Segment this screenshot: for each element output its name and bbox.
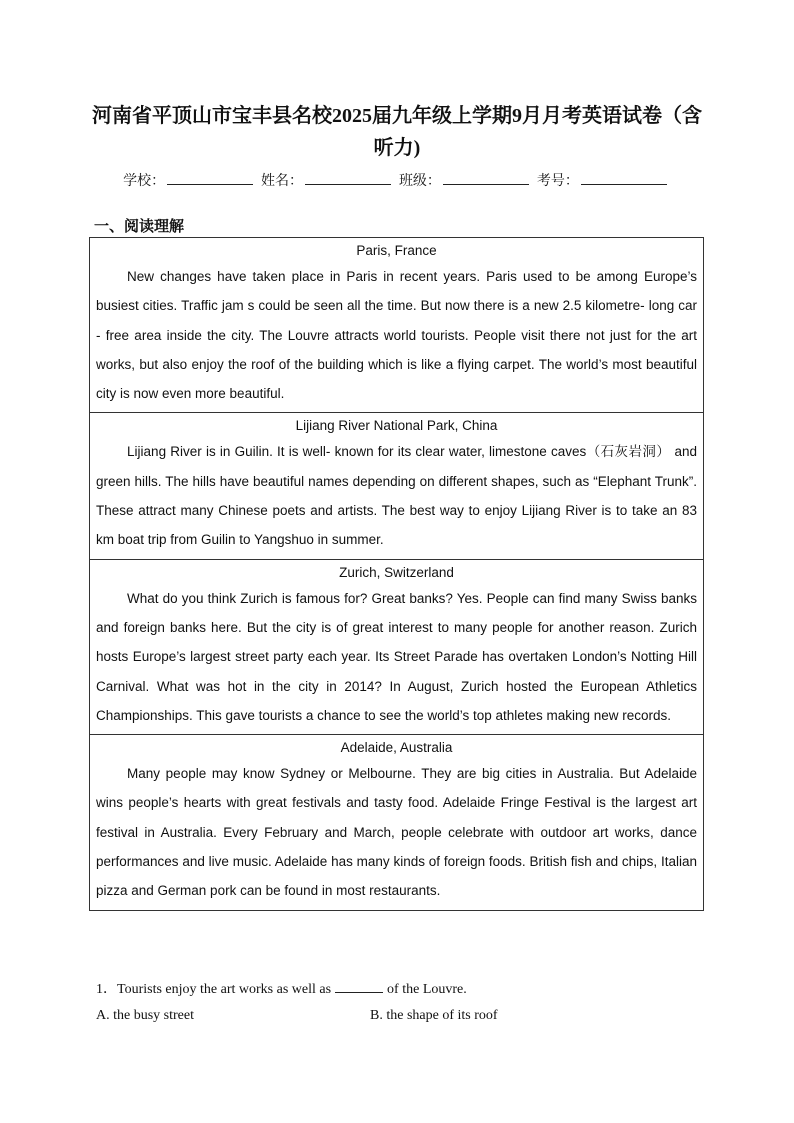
option-b[interactable]: B. the shape of its roof bbox=[370, 1008, 498, 1023]
question-prefix: 1．Tourists enjoy the art works as well as bbox=[96, 982, 332, 997]
name-blank[interactable] bbox=[305, 172, 391, 185]
passage-paris bbox=[90, 238, 703, 412]
passage-adelaide bbox=[90, 734, 703, 909]
question-1 bbox=[96, 978, 467, 998]
exam-title: 河南省平顶山市宝丰县名校2025届九年级上学期9月月考英语试卷（含听力) bbox=[92, 105, 702, 159]
student-info-row bbox=[0, 170, 794, 190]
class-blank[interactable] bbox=[443, 172, 529, 185]
passage-lijiang bbox=[90, 412, 703, 558]
number-label: 考号： bbox=[536, 172, 579, 188]
option-a[interactable]: A. the busy street bbox=[96, 1008, 194, 1023]
class-label: 班级： bbox=[398, 172, 441, 188]
passage-title: Paris, France bbox=[356, 243, 437, 258]
section-heading: 一、阅读理解 bbox=[94, 218, 185, 235]
number-blank[interactable] bbox=[581, 172, 667, 185]
passage-zurich bbox=[90, 559, 703, 734]
question-1-options bbox=[96, 1008, 696, 1024]
school-blank[interactable] bbox=[167, 172, 253, 185]
name-label: 姓名： bbox=[261, 172, 304, 188]
school-label: 学校： bbox=[123, 172, 166, 188]
passage-body: Lijiang River is in Guilin. It is well- known for its clear water, limestone caves（石灰岩洞） and green hills. The hills have beautiful names depending on different shapes, such as “Elephant Trunk”. These attract many Chinese poets and artists. The best way to enjoy Lijiang River is to take an 83 km boat trip from Guilin to Yangshuo in summer. bbox=[96, 444, 697, 548]
passage-body: What do you think Zurich is famous for? Great banks? Yes. People can find many Swiss banks and foreign banks here. But the city is of great interest to many people for another reason. Zurich hosts Europe’s largest street party each year. Its Street Parade has overtaken London’s Notting Hill Carnival. What was hot in the city in 2014? In August, Zurich hosted the European Athletics Championships. This gave tourists a chance to see the world’s top athletes making new records. bbox=[96, 590, 697, 723]
passage-title: Zurich, Switzerland bbox=[339, 564, 454, 580]
passage-table bbox=[89, 237, 704, 911]
answer-blank[interactable] bbox=[335, 980, 383, 993]
passage-body: New changes have taken place in Paris in recent years. Paris used to be among Europe’s busiest cities. Traffic jam s could be seen all the time. But now there is a new 2.5 kilometre- long car - free area inside the city. The Louvre attracts world tourists. People visit there not just for the art works, but also enjoy the roof of the building which is like a flying carpet. The world’s most beautiful city is now even more beautiful. bbox=[96, 269, 697, 402]
question-suffix: of the Louvre. bbox=[387, 982, 467, 997]
passage-body: Many people may know Sydney or Melbourne. They are big cities in Australia. But Adelaide wins people’s hearts with great festivals and tasty food. Adelaide Fringe Festival is the largest art festival in Australia. Every February and March, people celebrate with outdoor art works, dance performances and live music. Adelaide has many kinds of foreign foods. British fish and chips, Italian pizza and German pork can be found in most restaurants. bbox=[96, 766, 697, 899]
passage-title: Adelaide, Australia bbox=[340, 740, 453, 756]
passage-title: Lijiang River National Park, China bbox=[295, 418, 498, 434]
